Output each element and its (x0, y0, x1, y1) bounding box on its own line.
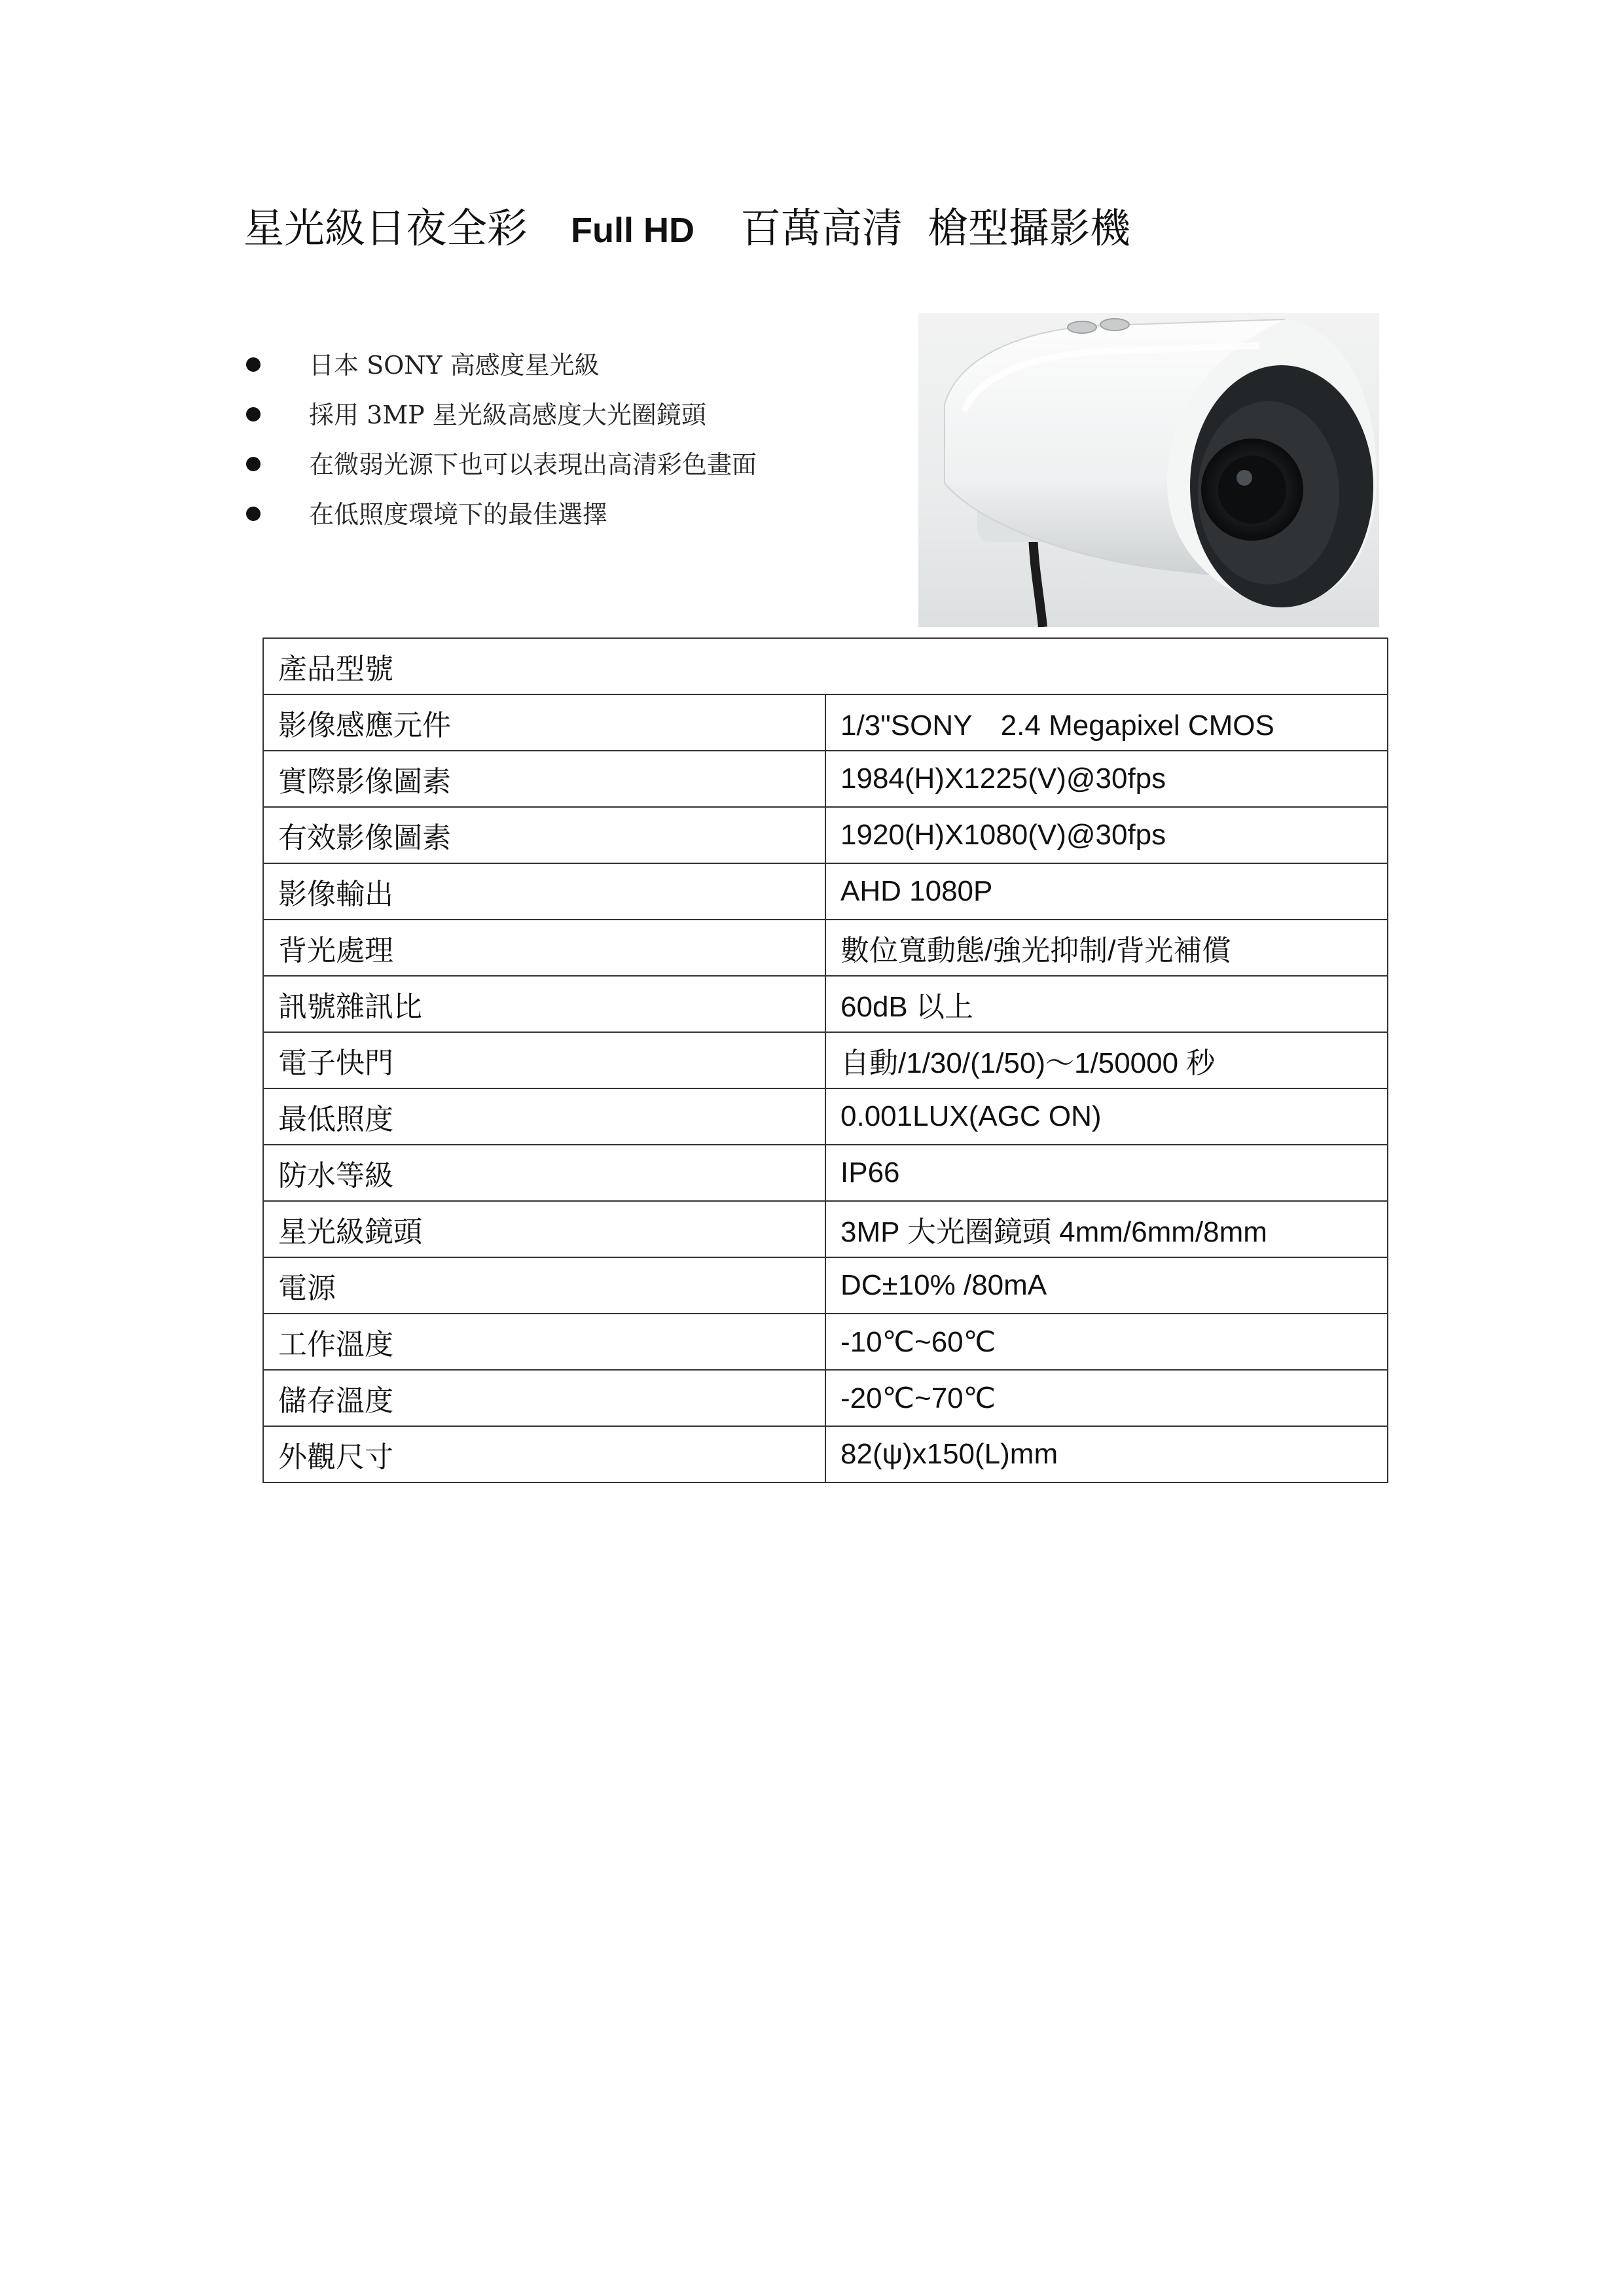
spec-value: 1/3"SONY 2.4 Megapixel CMOS (825, 694, 1388, 751)
table-row (263, 976, 1388, 1032)
title-part-3: 百萬高清 (740, 204, 903, 252)
spec-value: -10℃~60℃ (825, 1314, 1388, 1370)
spec-value: IP66 (825, 1145, 1388, 1201)
spec-value: 1984(H)X1225(V)@30fps (825, 751, 1388, 807)
spec-table (262, 637, 1388, 1483)
spec-label: 星光級鏡頭 (263, 1201, 825, 1257)
feature-item (244, 496, 898, 546)
spec-label: 最低照度 (263, 1088, 825, 1145)
feature-item (244, 446, 898, 496)
table-row (263, 1314, 1388, 1370)
spec-label: 電子快門 (263, 1032, 825, 1088)
feature-text: 在低照度環境下的最佳選擇 (309, 500, 608, 529)
feature-text: 採用 3MP 星光級高感度大光圈鏡頭 (309, 401, 706, 429)
spec-header-cell: 產品型號 (263, 638, 1388, 694)
spec-label: 外觀尺寸 (263, 1426, 825, 1482)
table-row (263, 638, 1388, 694)
product-photo (918, 313, 1379, 627)
spec-value: DC±10% /80mA (825, 1257, 1388, 1314)
spec-value: 1920(H)X1080(V)@30fps (825, 807, 1388, 863)
spec-label: 影像感應元件 (263, 694, 825, 751)
spec-label: 防水等級 (263, 1145, 825, 1201)
title-part-1: 星光級日夜全彩 (244, 204, 528, 252)
table-row (263, 1426, 1388, 1482)
table-row (263, 1032, 1388, 1088)
spec-label: 儲存溫度 (263, 1370, 825, 1426)
spec-label: 電源 (263, 1257, 825, 1314)
table-row (263, 1145, 1388, 1201)
title-part-4: 槍型攝影機 (928, 204, 1131, 252)
spec-value: 82(ψ)x150(L)mm (825, 1426, 1388, 1482)
table-row (263, 1257, 1388, 1314)
spec-value: -20℃~70℃ (825, 1370, 1388, 1426)
page-title (244, 204, 1131, 252)
spec-value: AHD 1080P (825, 863, 1388, 920)
spec-label: 訊號雜訊比 (263, 976, 825, 1032)
bullet-dot-icon (246, 507, 261, 521)
table-row (263, 863, 1388, 920)
bullet-dot-icon (246, 357, 261, 372)
feature-list (244, 347, 898, 546)
spec-value: 0.001LUX(AGC ON) (825, 1088, 1388, 1145)
table-row (263, 1370, 1388, 1426)
table-row (263, 920, 1388, 976)
spec-label: 實際影像圖素 (263, 751, 825, 807)
spec-value: 數位寬動態/強光抑制/背光補償 (825, 920, 1388, 976)
title-part-2: Full HD (571, 211, 695, 250)
bullet-camera-icon (918, 313, 1379, 627)
feature-text: 在微弱光源下也可以表現出高清彩色畫面 (309, 450, 757, 479)
feature-item (244, 397, 898, 446)
bullet-dot-icon (246, 457, 261, 471)
spec-label: 背光處理 (263, 920, 825, 976)
spec-label: 工作溫度 (263, 1314, 825, 1370)
spec-label: 影像輸出 (263, 863, 825, 920)
table-row (263, 1088, 1388, 1145)
table-row (263, 807, 1388, 863)
spec-label: 有效影像圖素 (263, 807, 825, 863)
bullet-dot-icon (246, 407, 261, 422)
table-row (263, 1201, 1388, 1257)
feature-item (244, 347, 898, 397)
spec-value: 自動/1/30/(1/50)～1/50000 秒 (825, 1032, 1388, 1088)
feature-text: 日本 SONY 高感度星光級 (309, 351, 600, 380)
spec-value: 60dB 以上 (825, 976, 1388, 1032)
table-row (263, 694, 1388, 751)
table-row (263, 751, 1388, 807)
spec-value: 3MP 大光圈鏡頭 4mm/6mm/8mm (825, 1201, 1388, 1257)
